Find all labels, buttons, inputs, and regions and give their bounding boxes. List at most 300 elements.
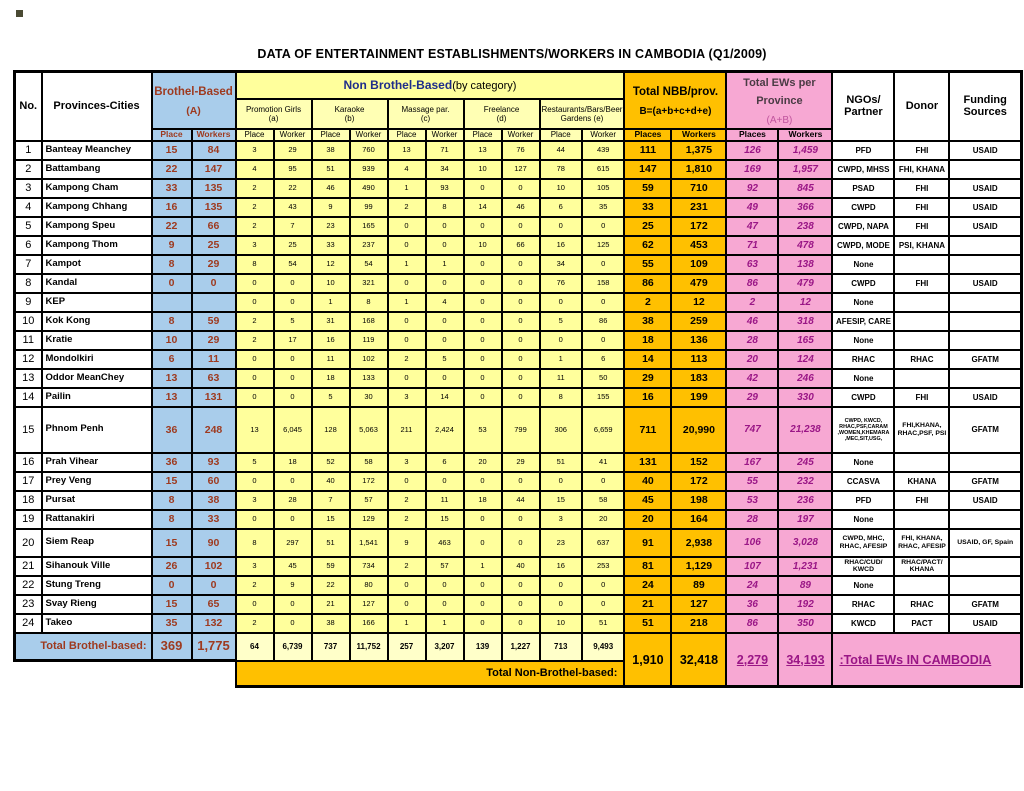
nbb-places: 20 [624, 510, 671, 529]
re-place: 51 [540, 453, 582, 472]
total-brothel-places: 369 [152, 633, 192, 661]
total-nonbrothel-label: Total Non-Brothel-based: [236, 661, 625, 687]
re-worker: 0 [582, 472, 624, 491]
header-total-ew: Total EWs per Province (A+B) [726, 72, 832, 130]
nbb-places: 38 [624, 312, 671, 331]
nbb-places: 711 [624, 407, 671, 453]
re-worker: 41 [582, 453, 624, 472]
table-row-6 [15, 236, 1022, 255]
funding-source [949, 369, 1021, 388]
pg-worker: 0 [274, 472, 312, 491]
re-place: 15 [540, 491, 582, 510]
re-worker: 86 [582, 312, 624, 331]
donor: FHI [894, 179, 949, 198]
bb-place: 35 [152, 614, 192, 633]
bb-place: 22 [152, 217, 192, 236]
province-name: Phnom Penh [42, 407, 152, 453]
bb-place: 8 [152, 312, 192, 331]
ka-worker: 57 [350, 491, 388, 510]
fr-worker: 799 [502, 407, 540, 453]
ngo-partner: CWPD [832, 388, 894, 407]
total-nbb-workers: 32,418 [671, 633, 726, 687]
fr-worker: 0 [502, 179, 540, 198]
fr-place: 0 [464, 274, 502, 293]
ew-places: 86 [726, 274, 778, 293]
ew-places: 29 [726, 388, 778, 407]
re-place: 306 [540, 407, 582, 453]
fr-worker: 127 [502, 160, 540, 179]
ew-places: 92 [726, 179, 778, 198]
bb-workers: 38 [192, 491, 236, 510]
ka-place: 5 [312, 388, 350, 407]
ew-workers: 478 [778, 236, 832, 255]
bb-workers [192, 293, 236, 312]
subheader-cat1-place: Place [236, 129, 274, 141]
donor [894, 255, 949, 274]
fr-place: 0 [464, 472, 502, 491]
ngo-partner: None [832, 369, 894, 388]
ew-workers: 89 [778, 576, 832, 595]
ka-worker: 30 [350, 388, 388, 407]
ka-worker: 5,063 [350, 407, 388, 453]
ngo-partner: None [832, 331, 894, 350]
table-row-7 [15, 255, 1022, 274]
nbb-workers: 136 [671, 331, 726, 350]
province-name: Kampot [42, 255, 152, 274]
bb-place: 15 [152, 529, 192, 557]
ma-worker: 1 [426, 614, 464, 633]
bb-workers: 11 [192, 350, 236, 369]
re-worker: 637 [582, 529, 624, 557]
bb-workers: 147 [192, 160, 236, 179]
ka-place: 1 [312, 293, 350, 312]
pg-place: 8 [236, 529, 274, 557]
ma-place: 0 [388, 331, 426, 350]
total-cat3-workers: 3,207 [426, 633, 464, 661]
total-cat1-places: 64 [236, 633, 274, 661]
re-place: 0 [540, 472, 582, 491]
ew-places: 49 [726, 198, 778, 217]
table-row-3 [15, 179, 1022, 198]
bb-place: 8 [152, 510, 192, 529]
ew-workers: 124 [778, 350, 832, 369]
province-name: Kampong Chhang [42, 198, 152, 217]
pg-worker: 0 [274, 274, 312, 293]
fr-place: 10 [464, 236, 502, 255]
ma-place: 9 [388, 529, 426, 557]
pg-worker: 95 [274, 160, 312, 179]
ngo-partner: RHAC [832, 595, 894, 614]
fr-place: 0 [464, 331, 502, 350]
fr-worker: 40 [502, 557, 540, 576]
bb-place: 15 [152, 472, 192, 491]
fr-worker: 0 [502, 388, 540, 407]
donor: FHI [894, 217, 949, 236]
row-number: 17 [15, 472, 42, 491]
bb-place: 36 [152, 407, 192, 453]
fr-place: 0 [464, 595, 502, 614]
subheader-ew-workers: Workers [778, 129, 832, 141]
fr-place: 0 [464, 255, 502, 274]
ew-workers: 350 [778, 614, 832, 633]
ma-place: 1 [388, 614, 426, 633]
fr-worker: 0 [502, 350, 540, 369]
bb-workers: 29 [192, 255, 236, 274]
ew-workers: 330 [778, 388, 832, 407]
header-total-nbb: Total NBB/prov. B=(a+b+c+d+e) [624, 72, 726, 130]
pg-worker: 0 [274, 293, 312, 312]
bb-place: 22 [152, 160, 192, 179]
bb-workers: 90 [192, 529, 236, 557]
ka-place: 15 [312, 510, 350, 529]
table-row-18 [15, 491, 1022, 510]
province-name: Mondolkiri [42, 350, 152, 369]
ka-worker: 80 [350, 576, 388, 595]
ew-places: 106 [726, 529, 778, 557]
ew-workers: 246 [778, 369, 832, 388]
fr-place: 10 [464, 160, 502, 179]
ma-place: 13 [388, 141, 426, 160]
ngo-partner: PFD [832, 141, 894, 160]
funding-source: USAID [949, 198, 1021, 217]
ew-places: 71 [726, 236, 778, 255]
re-place: 5 [540, 312, 582, 331]
fr-worker: 0 [502, 217, 540, 236]
ngo-partner: None [832, 453, 894, 472]
ka-place: 10 [312, 274, 350, 293]
nbb-workers: 127 [671, 595, 726, 614]
pg-worker: 0 [274, 614, 312, 633]
ew-places: 63 [726, 255, 778, 274]
ma-worker: 8 [426, 198, 464, 217]
re-worker: 0 [582, 331, 624, 350]
funding-source [949, 312, 1021, 331]
bb-place: 36 [152, 453, 192, 472]
ma-place: 3 [388, 453, 426, 472]
nbb-workers: 198 [671, 491, 726, 510]
subheader-cat3-worker: Worker [426, 129, 464, 141]
ka-place: 51 [312, 160, 350, 179]
ka-worker: 172 [350, 472, 388, 491]
ew-places: 53 [726, 491, 778, 510]
ka-worker: 8 [350, 293, 388, 312]
ngo-partner: None [832, 510, 894, 529]
ew-places: 47 [726, 217, 778, 236]
nbb-places: 25 [624, 217, 671, 236]
ma-place: 0 [388, 312, 426, 331]
ka-worker: 102 [350, 350, 388, 369]
funding-source: USAID [949, 614, 1021, 633]
re-place: 0 [540, 293, 582, 312]
table-row-20 [15, 529, 1022, 557]
pg-worker: 29 [274, 141, 312, 160]
fr-worker: 0 [502, 312, 540, 331]
pg-place: 3 [236, 141, 274, 160]
nbb-places: 51 [624, 614, 671, 633]
re-place: 23 [540, 529, 582, 557]
nbb-places: 81 [624, 557, 671, 576]
fr-place: 14 [464, 198, 502, 217]
re-worker: 0 [582, 255, 624, 274]
re-worker: 253 [582, 557, 624, 576]
ma-worker: 71 [426, 141, 464, 160]
ka-place: 22 [312, 576, 350, 595]
row-number: 19 [15, 510, 42, 529]
ew-places: 86 [726, 614, 778, 633]
ew-workers: 138 [778, 255, 832, 274]
header-ngos-partner: NGOs/ Partner [832, 72, 894, 141]
total-cat1-workers: 6,739 [274, 633, 312, 661]
re-place: 44 [540, 141, 582, 160]
funding-source: USAID [949, 179, 1021, 198]
fr-place: 0 [464, 510, 502, 529]
fr-place: 0 [464, 350, 502, 369]
ew-workers: 845 [778, 179, 832, 198]
re-worker: 35 [582, 198, 624, 217]
re-place: 34 [540, 255, 582, 274]
ew-workers: 366 [778, 198, 832, 217]
bb-workers: 102 [192, 557, 236, 576]
ma-place: 0 [388, 576, 426, 595]
ka-worker: 166 [350, 614, 388, 633]
ka-worker: 127 [350, 595, 388, 614]
re-worker: 51 [582, 614, 624, 633]
header-non-brothel-based: Non Brothel-Based(by category) [236, 72, 625, 99]
scan-artifact-dot [16, 10, 23, 17]
ngo-partner: None [832, 255, 894, 274]
ka-worker: 54 [350, 255, 388, 274]
ka-worker: 734 [350, 557, 388, 576]
ka-worker: 321 [350, 274, 388, 293]
table-row-9 [15, 293, 1022, 312]
ma-worker: 11 [426, 491, 464, 510]
header-category-1: Promotion Girls (a) [236, 99, 312, 130]
ma-worker: 0 [426, 274, 464, 293]
bb-workers: 132 [192, 614, 236, 633]
pg-place: 0 [236, 293, 274, 312]
pg-place: 2 [236, 312, 274, 331]
total-cat2-places: 737 [312, 633, 350, 661]
donor: RHAC/PACT/ KHANA [894, 557, 949, 576]
pg-place: 0 [236, 472, 274, 491]
subheader-cat5-place: Place [540, 129, 582, 141]
donor: PSI, KHANA [894, 236, 949, 255]
pg-worker: 22 [274, 179, 312, 198]
ngo-partner: PFD [832, 491, 894, 510]
ma-worker: 34 [426, 160, 464, 179]
fr-place: 0 [464, 369, 502, 388]
row-number: 7 [15, 255, 42, 274]
ma-place: 2 [388, 557, 426, 576]
ma-place: 0 [388, 217, 426, 236]
bb-place [152, 293, 192, 312]
fr-place: 0 [464, 179, 502, 198]
bb-workers: 131 [192, 388, 236, 407]
pg-place: 8 [236, 255, 274, 274]
pg-worker: 0 [274, 595, 312, 614]
ew-places: 20 [726, 350, 778, 369]
nbb-workers: 109 [671, 255, 726, 274]
pg-place: 4 [236, 160, 274, 179]
bb-workers: 59 [192, 312, 236, 331]
ngo-partner: None [832, 293, 894, 312]
donor: FHI, KHANA, RHAC, AFESIP [894, 529, 949, 557]
subheader-cat2-place: Place [312, 129, 350, 141]
table-row-13 [15, 369, 1022, 388]
nbb-workers: 89 [671, 576, 726, 595]
nbb-places: 55 [624, 255, 671, 274]
re-worker: 439 [582, 141, 624, 160]
bb-place: 9 [152, 236, 192, 255]
funding-source: USAID [949, 217, 1021, 236]
funding-source: USAID [949, 274, 1021, 293]
donor: FHI [894, 388, 949, 407]
province-name: Prah Vihear [42, 453, 152, 472]
fr-worker: 46 [502, 198, 540, 217]
re-worker: 20 [582, 510, 624, 529]
ka-place: 128 [312, 407, 350, 453]
fr-worker: 0 [502, 472, 540, 491]
nbb-places: 2 [624, 293, 671, 312]
funding-source [949, 331, 1021, 350]
fr-worker: 0 [502, 331, 540, 350]
nbb-workers: 1,810 [671, 160, 726, 179]
re-worker: 6,659 [582, 407, 624, 453]
ka-place: 59 [312, 557, 350, 576]
funding-source: USAID [949, 491, 1021, 510]
ka-worker: 490 [350, 179, 388, 198]
ew-places: 747 [726, 407, 778, 453]
bb-workers: 135 [192, 198, 236, 217]
fr-worker: 0 [502, 274, 540, 293]
pg-place: 3 [236, 491, 274, 510]
total-brothel-row [15, 633, 1022, 661]
total-cat4-places: 139 [464, 633, 502, 661]
ka-place: 18 [312, 369, 350, 388]
fr-place: 0 [464, 388, 502, 407]
bb-place: 33 [152, 179, 192, 198]
nbb-places: 111 [624, 141, 671, 160]
entertainment-workers-table [13, 70, 1023, 688]
bb-workers: 65 [192, 595, 236, 614]
ew-places: 28 [726, 331, 778, 350]
row-number: 11 [15, 331, 42, 350]
total-ew-workers: 34,193 [778, 633, 832, 687]
pg-place: 2 [236, 576, 274, 595]
table-row-2 [15, 160, 1022, 179]
ka-place: 21 [312, 595, 350, 614]
ew-workers: 318 [778, 312, 832, 331]
bb-workers: 63 [192, 369, 236, 388]
ma-worker: 6 [426, 453, 464, 472]
fr-worker: 76 [502, 141, 540, 160]
fr-place: 0 [464, 576, 502, 595]
ka-place: 11 [312, 350, 350, 369]
province-name: Rattanakiri [42, 510, 152, 529]
donor: FHI [894, 274, 949, 293]
row-number: 13 [15, 369, 42, 388]
ka-place: 40 [312, 472, 350, 491]
fr-place: 0 [464, 529, 502, 557]
bb-workers: 25 [192, 236, 236, 255]
ew-workers: 12 [778, 293, 832, 312]
ngo-partner: CCASVA [832, 472, 894, 491]
ma-worker: 463 [426, 529, 464, 557]
ma-place: 2 [388, 198, 426, 217]
bb-workers: 93 [192, 453, 236, 472]
row-number: 15 [15, 407, 42, 453]
re-worker: 155 [582, 388, 624, 407]
pg-place: 0 [236, 350, 274, 369]
bb-place: 13 [152, 388, 192, 407]
bb-workers: 66 [192, 217, 236, 236]
ka-place: 38 [312, 614, 350, 633]
ma-worker: 14 [426, 388, 464, 407]
bb-workers: 0 [192, 274, 236, 293]
ma-worker: 5 [426, 350, 464, 369]
row-number: 12 [15, 350, 42, 369]
funding-source: GFATM [949, 407, 1021, 453]
funding-source: GFATM [949, 595, 1021, 614]
pg-worker: 6,045 [274, 407, 312, 453]
bb-place: 0 [152, 576, 192, 595]
row-number: 21 [15, 557, 42, 576]
pg-place: 0 [236, 369, 274, 388]
pg-place: 3 [236, 557, 274, 576]
total-cat5-workers: 9,493 [582, 633, 624, 661]
ma-worker: 0 [426, 312, 464, 331]
pg-worker: 9 [274, 576, 312, 595]
re-place: 10 [540, 614, 582, 633]
donor: FHI [894, 491, 949, 510]
donor: FHI [894, 141, 949, 160]
bb-workers: 135 [192, 179, 236, 198]
row-number: 20 [15, 529, 42, 557]
header-no: No. [15, 72, 42, 141]
row-number: 18 [15, 491, 42, 510]
total-cat2-workers: 11,752 [350, 633, 388, 661]
ma-worker: 0 [426, 217, 464, 236]
re-place: 0 [540, 595, 582, 614]
header-funding-sources: Funding Sources [949, 72, 1021, 141]
province-name: Siem Reap [42, 529, 152, 557]
pg-worker: 28 [274, 491, 312, 510]
pg-place: 0 [236, 274, 274, 293]
province-name: KEP [42, 293, 152, 312]
donor: KHANA [894, 472, 949, 491]
ma-place: 1 [388, 255, 426, 274]
ma-place: 2 [388, 510, 426, 529]
ew-places: 126 [726, 141, 778, 160]
ma-place: 1 [388, 293, 426, 312]
nbb-workers: 1,129 [671, 557, 726, 576]
subheader-cat4-worker: Worker [502, 129, 540, 141]
ka-worker: 168 [350, 312, 388, 331]
funding-source [949, 453, 1021, 472]
funding-source [949, 510, 1021, 529]
header-category-2: Karaoke (b) [312, 99, 388, 130]
donor [894, 576, 949, 595]
ew-workers: 165 [778, 331, 832, 350]
fr-place: 1 [464, 557, 502, 576]
ma-worker: 4 [426, 293, 464, 312]
nbb-places: 45 [624, 491, 671, 510]
bb-place: 26 [152, 557, 192, 576]
row-number: 22 [15, 576, 42, 595]
funding-source [949, 255, 1021, 274]
fr-worker: 0 [502, 595, 540, 614]
re-place: 11 [540, 369, 582, 388]
